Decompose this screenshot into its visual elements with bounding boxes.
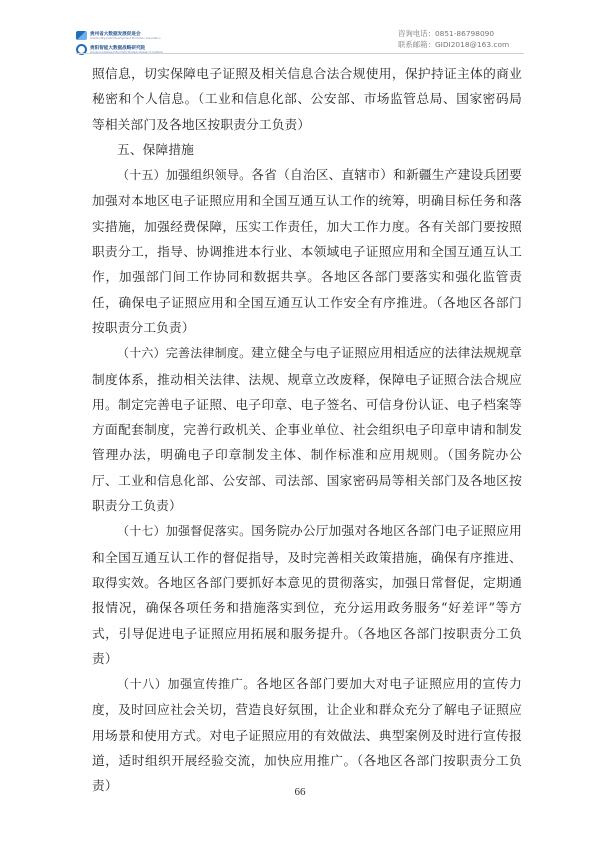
paragraph-16-heading: （十六）完善法律制度。 bbox=[117, 346, 252, 361]
paragraph-16 bbox=[92, 340, 522, 518]
association-english-name: Guizhou Big Data Development Promotion Association bbox=[90, 36, 161, 40]
page-header bbox=[0, 0, 600, 56]
paragraph-17 bbox=[92, 518, 522, 671]
document-body bbox=[92, 61, 522, 799]
institute-english-name: Guiyang Intelligent Big Data Strategy Research Institute bbox=[90, 50, 163, 54]
paragraph-15-heading: （十五）加强组织领导。 bbox=[117, 168, 252, 183]
section-heading: 五、保障措施 bbox=[117, 141, 195, 157]
contact-info bbox=[398, 28, 509, 50]
association-logo-icon bbox=[76, 31, 87, 40]
contact-phone: 咨询电话：0851-86798090 bbox=[398, 29, 495, 38]
paragraph-16-text: 建立健全与电子证照应用相适应的法律法规规章制度体系，推动相关法律、法规、规章立改废释，保障电子证照合法合规应用。制定完善电子证照、电子印章、电子签名、可信身份认证、电子档案等方面配套制度，完善行政机关、企事业单位、社会组织电子印章申请和制发管理办法，明确电子印章制发主体、制作标准和应用规则。（国务院办公厅、工业和信息化部、公安部、司法部、国家密码局等相关部门及各地区按职责分工负责） bbox=[92, 345, 522, 514]
association-name: 贵州省大数据发展促进会 bbox=[90, 31, 141, 37]
institute-name: 贵阳智能大数据战略研究院 bbox=[90, 45, 146, 51]
paragraph-15-text: 各省（自治区、直辖市）和新疆生产建设兵团要加强对本地区电子证照应用和全国互通互认工作的统筹，明确目标任务和落实措施，加强经费保障，压实工作责任，加大工作力度。各有关部门要按照职责分工，指导、协调推进本行业、本领域电子证照应用和全国互通互认工作，加强部门间工作协同和数据共享。各地区各部门要落实和强化监管责任，确保电子证照应用和全国互通互认工作安全有序推进。（各地区各部门按职责分工负责） bbox=[92, 167, 522, 335]
contact-email: 联系邮箱：GIDI2018@163.com bbox=[398, 40, 510, 49]
paragraph-continued: 照信息，切实保障电子证照及相关信息合法合规使用，保护持证主体的商业秘密和个人信息。（工业和信息化部、公安部、市场监管总局、国家密码局等相关部门及各地区按职责分工负责） bbox=[92, 66, 522, 132]
page-number: 66 bbox=[294, 786, 306, 798]
paragraph-18-text: 各地区各部门要加大对电子证照应用的宣传力度，及时回应社会关切，营造良好氛围，让企业和群众充分了解电子证照应用场景和使用方式。对电子证照应用的有效做法、典型案例及时进行宣传报道，适时组织开展经验交流，加快应用推广。（各地区各部门按职责分工负责） bbox=[92, 676, 523, 794]
paragraph-18-heading: （十八）加强宣传推广。 bbox=[117, 677, 257, 692]
paragraph-17-heading: （十七）加强督促落实。 bbox=[117, 524, 252, 539]
logo-association bbox=[76, 30, 163, 41]
paragraph-17-text: 国务院办公厅加强对各地区各部门电子证照应用和全国互通互认工作的督促指导，及时完善相关政策措施，确保有序推进、取得实效。各地区各部门要抓好本意见的贯彻落实，加强日常督促，定期通报情况，确保各项任务和措施落实到位，充分运用政务服务“好差评”等方式，引导促进电子证照应用拓展和服务提升。（各地区各部门按职责分工负责） bbox=[92, 523, 522, 666]
paragraph-15 bbox=[92, 162, 522, 340]
paragraph-18 bbox=[92, 671, 522, 798]
